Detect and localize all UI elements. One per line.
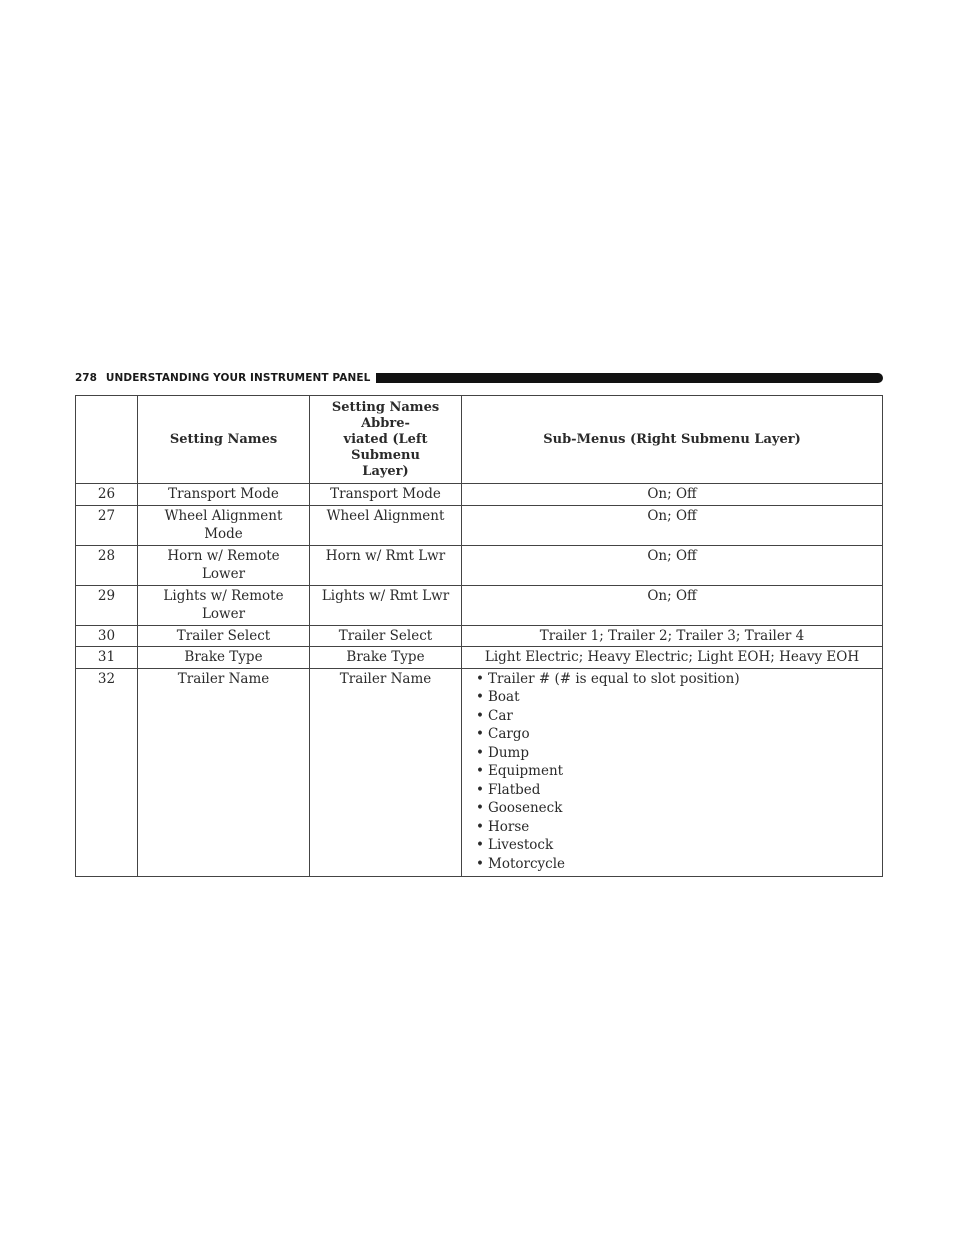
table-row [76,668,883,877]
setting-name: Transport Mode [138,484,310,506]
table-row [76,585,883,625]
setting-name: Trailer Name [138,668,310,877]
list-item [476,781,880,800]
bullet-icon: • [476,707,484,724]
header-rule [376,373,883,383]
bullet-icon: • [476,744,484,761]
column-header-setting-names: Setting Names [138,396,310,484]
row-number: 28 [76,545,138,585]
list-item-text: Boat [488,689,520,705]
setting-abbreviation: Trailer Select [310,625,462,647]
list-item [476,725,880,744]
bullet-icon: • [476,800,484,816]
list-item [476,707,880,726]
row-number: 32 [76,668,138,877]
setting-name: Trailer Select [138,625,310,647]
list-item-text: Cargo [488,726,530,742]
sub-menu-options: Trailer 1; Trailer 2; Trailer 3; Trailer 4 [462,625,883,647]
list-item-text: Gooseneck [488,800,563,816]
table-row [76,484,883,506]
list-item-text: Motorcycle [488,855,566,872]
list-item-text: Dump [488,744,529,761]
page-number: 278 [75,372,97,384]
setting-name: Horn w/ Remote Lower [138,545,310,585]
sub-menu-options: Light Electric; Heavy Electric; Light EOH; Heavy EOH [462,647,883,669]
row-number: 29 [76,585,138,625]
bullet-icon: • [476,781,484,798]
sub-menu-options: On; Off [462,484,883,506]
list-item [476,762,880,781]
table-body [76,484,883,877]
setting-abbreviation: Wheel Alignment [310,505,462,545]
sub-menu-options: On; Off [462,585,883,625]
row-number: 26 [76,484,138,506]
list-item [476,670,880,689]
table-header-row [76,396,883,484]
list-item-text: Trailer # (# is equal to slot position) [488,670,740,687]
row-number: 30 [76,625,138,647]
page-header [75,370,883,386]
bullet-icon: • [476,855,484,872]
setting-abbreviation: Transport Mode [310,484,462,506]
setting-abbreviation: Trailer Name [310,668,462,877]
column-header-abbreviated-names: Setting Names Abbre- viated (Left Submenu Layer) [310,396,462,484]
bullet-icon: • [476,763,484,779]
list-item-text: Car [488,707,513,724]
list-item-text: Equipment [488,763,564,779]
bullet-icon: • [476,726,484,742]
list-item-text: Livestock [488,837,554,853]
row-number: 27 [76,505,138,545]
bullet-icon: • [476,670,484,687]
setting-name: Wheel Alignment Mode [138,505,310,545]
list-item [476,799,880,818]
list-item-text: Horse [488,818,530,835]
setting-abbreviation: Brake Type [310,647,462,669]
column-header-sub-menus: Sub-Menus (Right Submenu Layer) [462,396,883,484]
section-title: UNDERSTANDING YOUR INSTRUMENT PANEL [105,372,371,384]
bullet-icon: • [476,689,484,705]
bullet-icon: • [476,818,484,835]
list-item [476,855,880,874]
sub-menu-options: On; Off [462,505,883,545]
settings-table [75,395,883,877]
trailer-name-list [464,670,880,874]
column-header-number [76,396,138,484]
setting-abbreviation: Horn w/ Rmt Lwr [310,545,462,585]
table-row [76,505,883,545]
table-row [76,625,883,647]
table-row [76,545,883,585]
list-item-text: Flatbed [488,781,541,798]
setting-abbreviation: Lights w/ Rmt Lwr [310,585,462,625]
bullet-icon: • [476,837,484,853]
list-item [476,836,880,855]
list-item [476,818,880,837]
sub-menu-options: On; Off [462,545,883,585]
row-number: 31 [76,647,138,669]
setting-name: Lights w/ Remote Lower [138,585,310,625]
sub-menu-options [462,668,883,877]
list-item [476,744,880,763]
table-row [76,647,883,669]
setting-name: Brake Type [138,647,310,669]
list-item [476,688,880,707]
